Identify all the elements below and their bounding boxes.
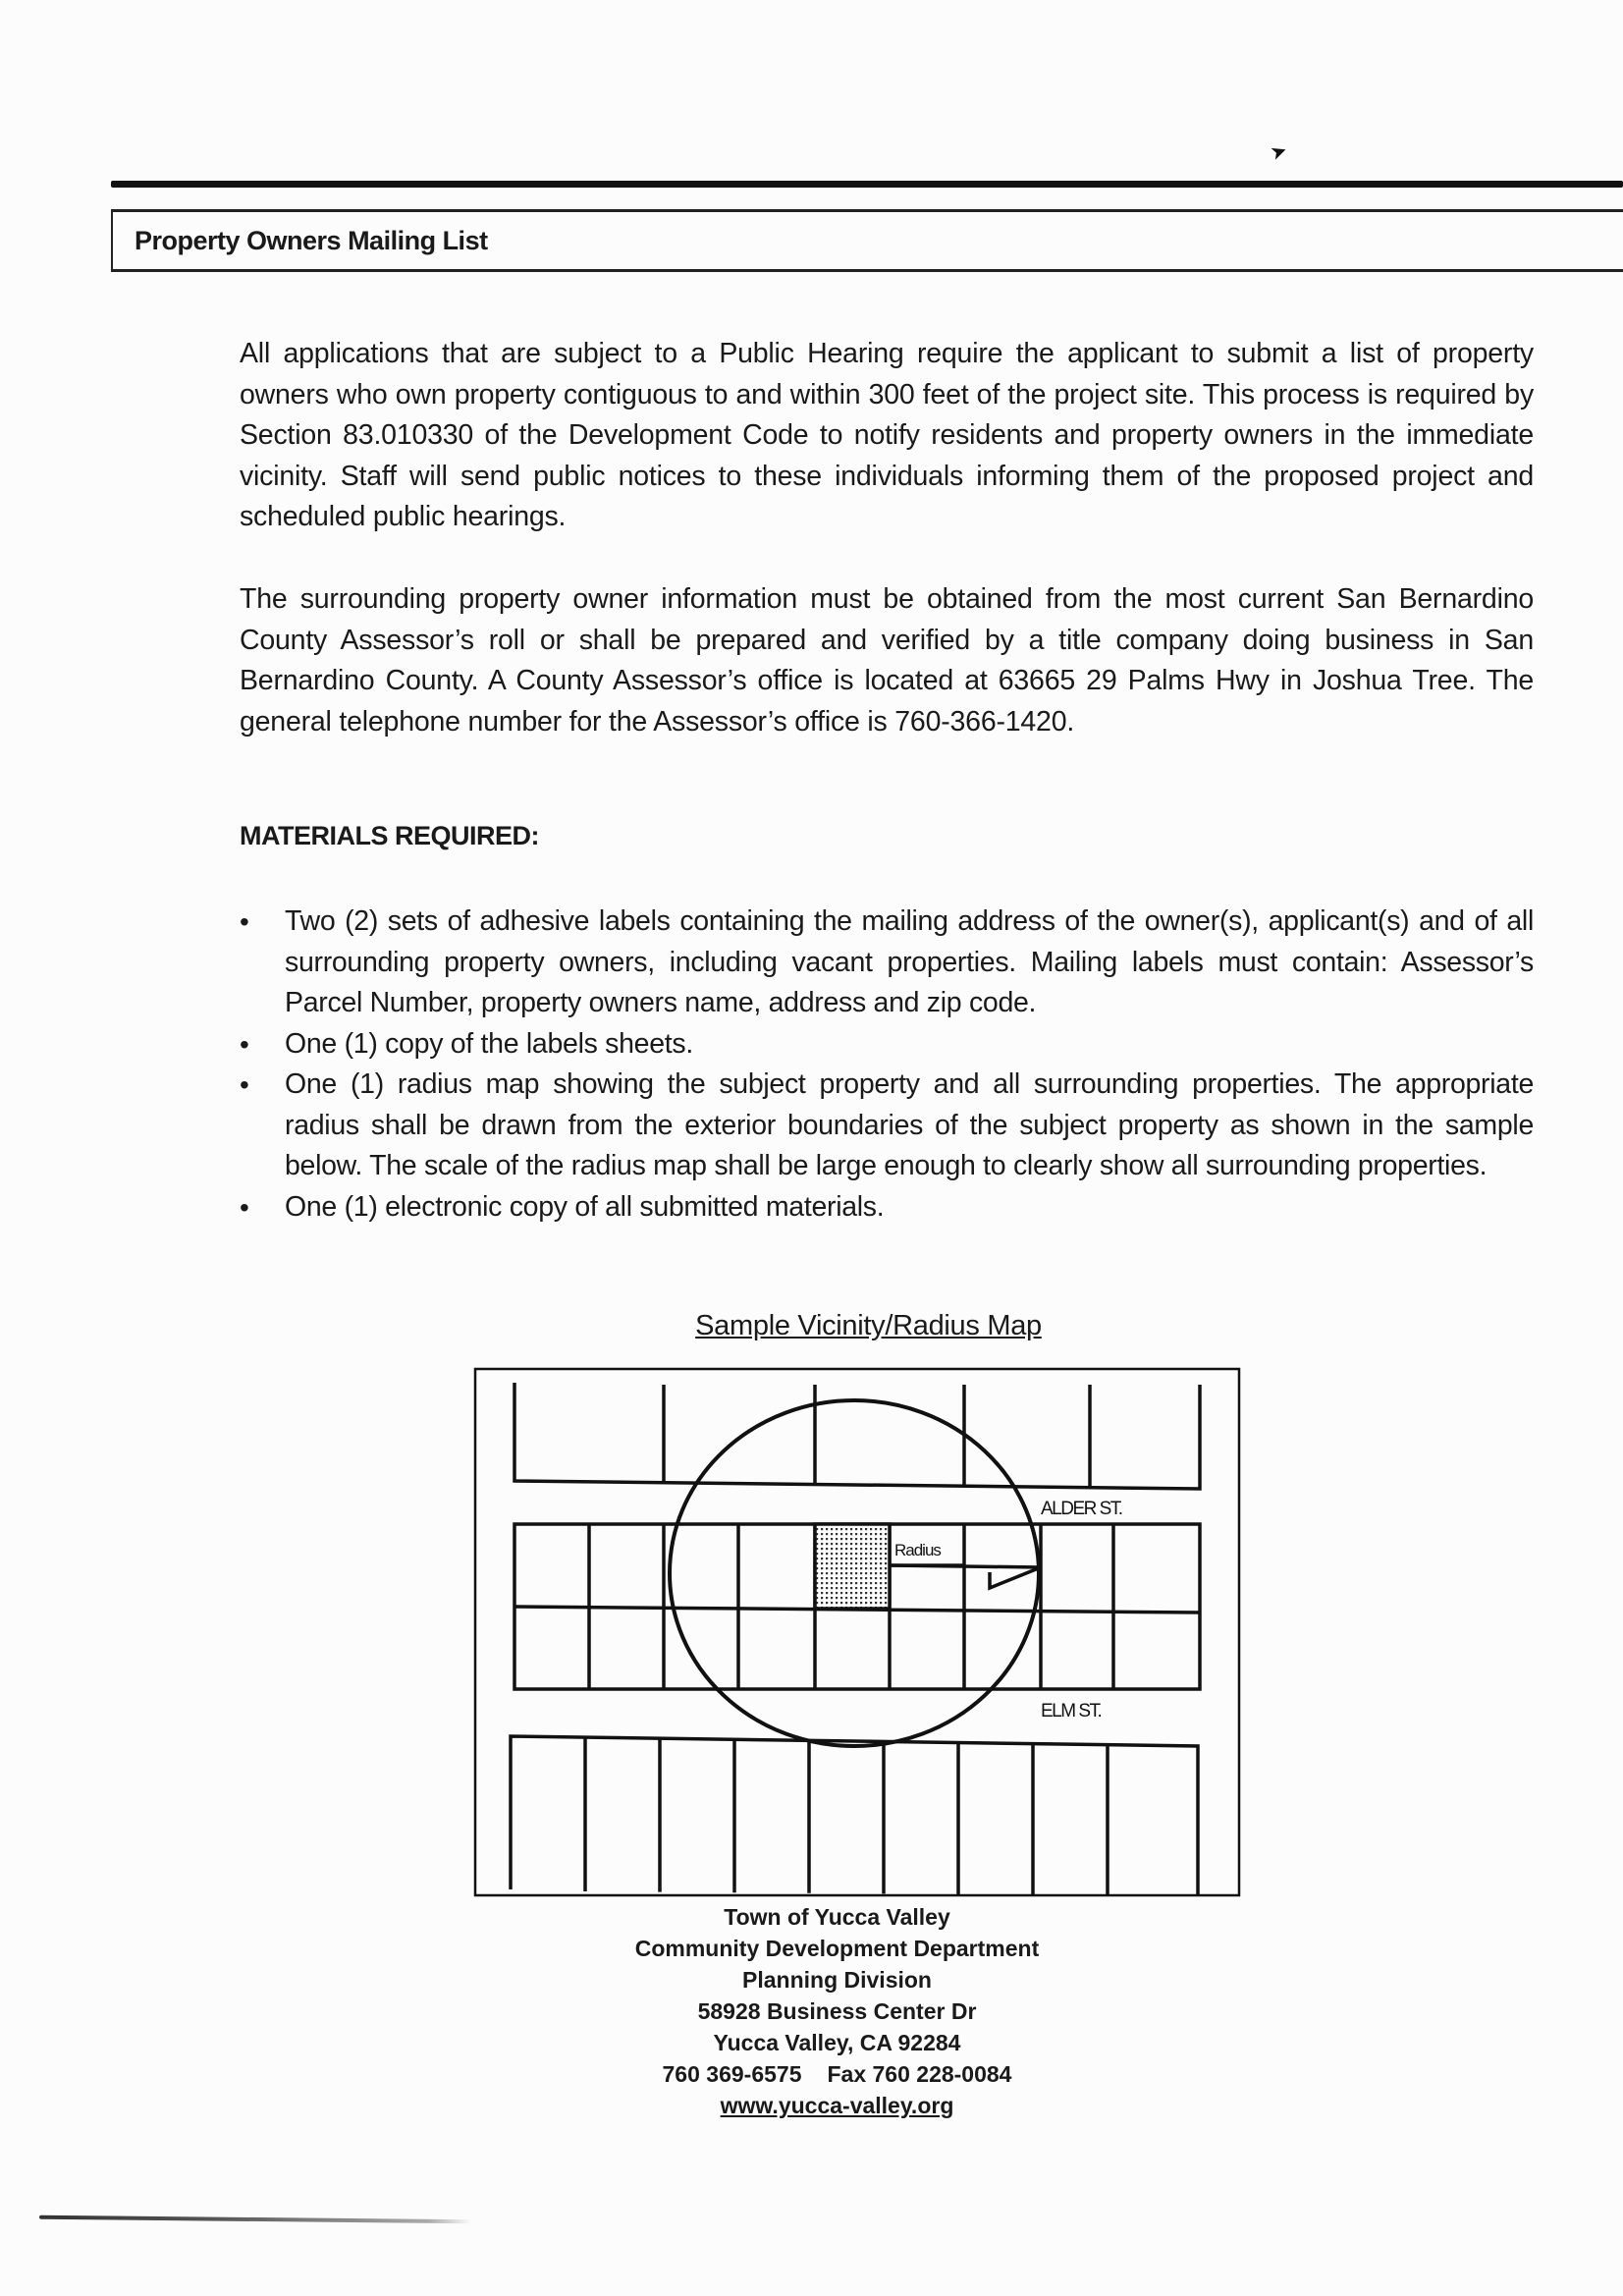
footer-phone: 760 369-6575: [662, 2061, 802, 2087]
map-title: [0, 1310, 1623, 1342]
footer-department: Community Development Department: [634, 1936, 1040, 1961]
radius-label: Radius: [894, 1541, 941, 1559]
intro-paragraph-1: All applications that are subject to a Public Hearing require the applicant to submit a list of property owners who own property contiguous to and within 300 feet of the project site. This process is required by Section 83.010330 of the Development Code to notify residents and property owners in the immediate vicinity. Staff will send public notices to these individuals informing them of the proposed project and scheduled public hearings.: [240, 338, 1534, 532]
section-title: Property Owners Mailing List: [135, 226, 488, 255]
list-item: [240, 902, 1534, 1024]
contact-footer: [0, 1901, 1623, 2121]
list-item: [240, 1187, 1534, 1229]
street-label-north: ALDER ST.: [1041, 1499, 1122, 1519]
intro-paragraph-2: The surrounding property owner information must be obtained from the most current San Bernardino County Assessor’s roll or shall be prepared and verified by a title company doing business in San Bernardino County. A County Assessor’s office is located at 63665 29 Palms Hwy in Joshua Tree. The general telephone number for the Assessor’s office is 760-366-1420.: [240, 583, 1534, 738]
map-title-text: Sample Vicinity/Radius Map: [695, 1310, 1042, 1341]
scan-mark-icon: ➤: [1267, 138, 1291, 166]
bullet-icon: •: [240, 1028, 249, 1060]
sample-radius-map: [461, 1355, 1247, 1905]
south-block: [511, 1632, 1198, 1895]
section-header: [111, 209, 1623, 272]
footer-website-link[interactable]: www.yucca-valley.org: [720, 2093, 954, 2118]
bullet-icon: •: [240, 1069, 249, 1100]
scan-smudge: [39, 2215, 471, 2224]
list-item: [240, 1024, 1534, 1066]
list-item-text: One (1) radius map showing the subject property and all surrounding properties. The appropriate radius shall be drawn from the exterior boundaries of the subject property as shown in the sample below. The scale of the radius map shall be large enough to clearly show all surrounding properties.: [285, 1068, 1534, 1181]
subject-property: [815, 1524, 890, 1609]
list-item: [240, 1065, 1534, 1187]
footer-division: Planning Division: [742, 1967, 932, 1993]
footer-street: 58928 Business Center Dr: [697, 1998, 977, 2024]
materials-heading: MATERIALS REQUIRED:: [240, 821, 539, 850]
footer-org: Town of Yucca Valley: [724, 1904, 950, 1930]
list-item-text: One (1) copy of the labels sheets.: [285, 1027, 693, 1060]
footer-city: Yucca Valley, CA 92284: [713, 2030, 961, 2055]
street-label-south: ELM ST.: [1041, 1701, 1102, 1722]
materials-list: [240, 902, 1534, 1228]
bullet-icon: •: [240, 906, 249, 937]
radius-label-box: [890, 1541, 964, 1565]
footer-phone-line: [26, 2058, 1623, 2090]
list-item-text: One (1) electronic copy of all submitted materials.: [285, 1190, 885, 1223]
list-item-text: Two (2) sets of adhesive labels containing the mailing address of the owner(s), applicant(s) and of all surrounding property owners, including vacant properties. Mailing labels must contain: Assessor’s Parcel Number, property owners name, address and zip code.: [285, 905, 1534, 1018]
bullet-icon: •: [240, 1191, 249, 1223]
header-rule: [111, 181, 1623, 188]
footer-fax: Fax 760 228-0084: [827, 2061, 1012, 2087]
